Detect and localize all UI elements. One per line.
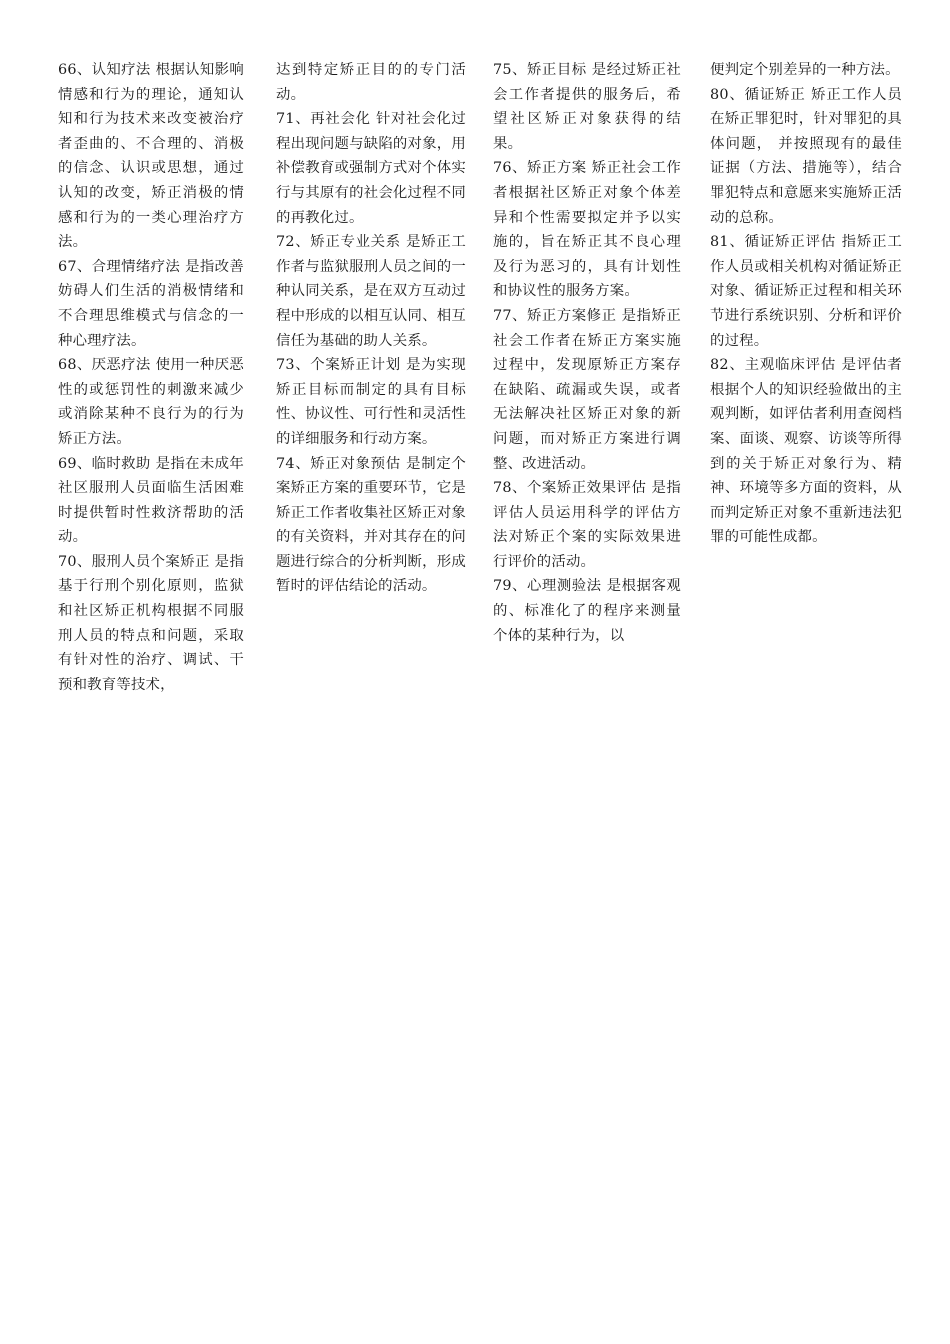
glossary-entry-67: 67、合理情绪疗法 是指改善妨碍人们生活的消极情绪和不合理思维模式与信念的一种心理疗法。: [58, 258, 244, 349]
glossary-entry-79-continued: 便判定个别差异的一种方法。: [710, 62, 900, 78]
glossary-entry-81: 81、循证矫正评估 指矫正工作人员或相关机构对循证矫正对象、循证矫正过程和相关环节进行系统识别、分析和评价的过程。: [710, 234, 902, 349]
glossary-entry-70-continued: 达到特定矫正目的的专门活动。: [276, 62, 466, 103]
glossary-entry-71: 71、再社会化 针对社会化过程出现问题与缺陷的对象，用补偿教育或强制方式对个体实行与其原有的社会化过程不同的再教化过。: [276, 111, 466, 226]
text-column-4: [710, 58, 902, 550]
glossary-entry-73: 73、个案矫正计划 是为实现矫正目标而制定的具有目标性、协议性、可行性和灵活性的详细服务和行动方案。: [276, 357, 466, 447]
glossary-entry-78: 78、个案矫正效果评估 是指评估人员运用科学的评估方法对矫正个案的实际效果进行评价的活动。: [493, 480, 681, 570]
glossary-entry-72: 72、矫正专业关系 是矫正工作者与监狱服刑人员之间的一种认同关系，是在双方互动过程中形成的以相互认同、相互信任为基础的助人关系。: [276, 234, 466, 349]
glossary-entry-80: 80、循证矫正 矫正工作人员在矫正罪犯时，针对罪犯的具体问题， 并按照现有的最佳证据（方法、措施等），结合罪犯特点和意愿来实施矫正活动的总称。: [710, 86, 902, 226]
glossary-entry-75: 75、矫正目标 是经过矫正社会工作者提供的服务后，希望社区矫正对象获得的结果。: [493, 62, 681, 152]
glossary-entry-74: 74、矫正对象预估 是制定个案矫正方案的重要环节，它是矫正工作者收集社区矫正对象的有关资料，并对其存在的问题进行综合的分析判断，形成暂时的评估结论的活动。: [276, 455, 466, 595]
text-column-3: [493, 58, 681, 648]
glossary-entry-66: 66、认知疗法 根据认知影响情感和行为的理论，通知认知和行为技术来改变被治疗者歪曲的、不合理的、消极的信念、认识或思想，通过认知的改变，矫正消极的情感和行为的一类心理治疗方法。: [58, 62, 244, 251]
glossary-entry-77: 77、矫正方案修正 是指矫正社会工作者在矫正方案实施过程中，发现原矫正方案存在缺陷、疏漏或失误，或者无法解决社区矫正对象的新问题，而对矫正方案进行调整、改进活动。: [493, 307, 681, 472]
glossary-entry-79: 79、心理测验法 是根据客观的、标准化了的程序来测量个体的某种行为，以: [493, 578, 681, 644]
glossary-entry-69: 69、临时救助 是指在未成年社区服刑人员面临生活困难时提供暂时性救济帮助的活动。: [58, 455, 244, 546]
glossary-entry-76: 76、矫正方案 矫正社会工作者根据社区矫正对象个体差异和个性需要拟定并予以实施的，旨在矫正其不良心理及行为恶习的，具有计划性和协议性的服务方案。: [493, 160, 681, 300]
glossary-entry-68: 68、厌恶疗法 使用一种厌恶性的或惩罚性的刺激来减少或消除某种不良行为的行为矫正方法。: [58, 357, 244, 447]
glossary-entry-70: 70、服刑人员个案矫正 是指基于行刑个别化原则，监狱和社区矫正机构根据不同服刑人员的特点和问题，采取有针对性的治疗、调试、干预和教育等技术，: [58, 553, 244, 693]
text-column-2: [276, 58, 466, 599]
glossary-entry-82: 82、主观临床评估 是评估者根据个人的知识经验做出的主观判断，如评估者利用查阅档案、面谈、观察、访谈等所得到的关于矫正对象行为、精神、环境等多方面的资料，从而判定矫正对象不重新违法犯罪的可能性成都。: [710, 357, 902, 546]
text-column-1: [58, 58, 244, 697]
